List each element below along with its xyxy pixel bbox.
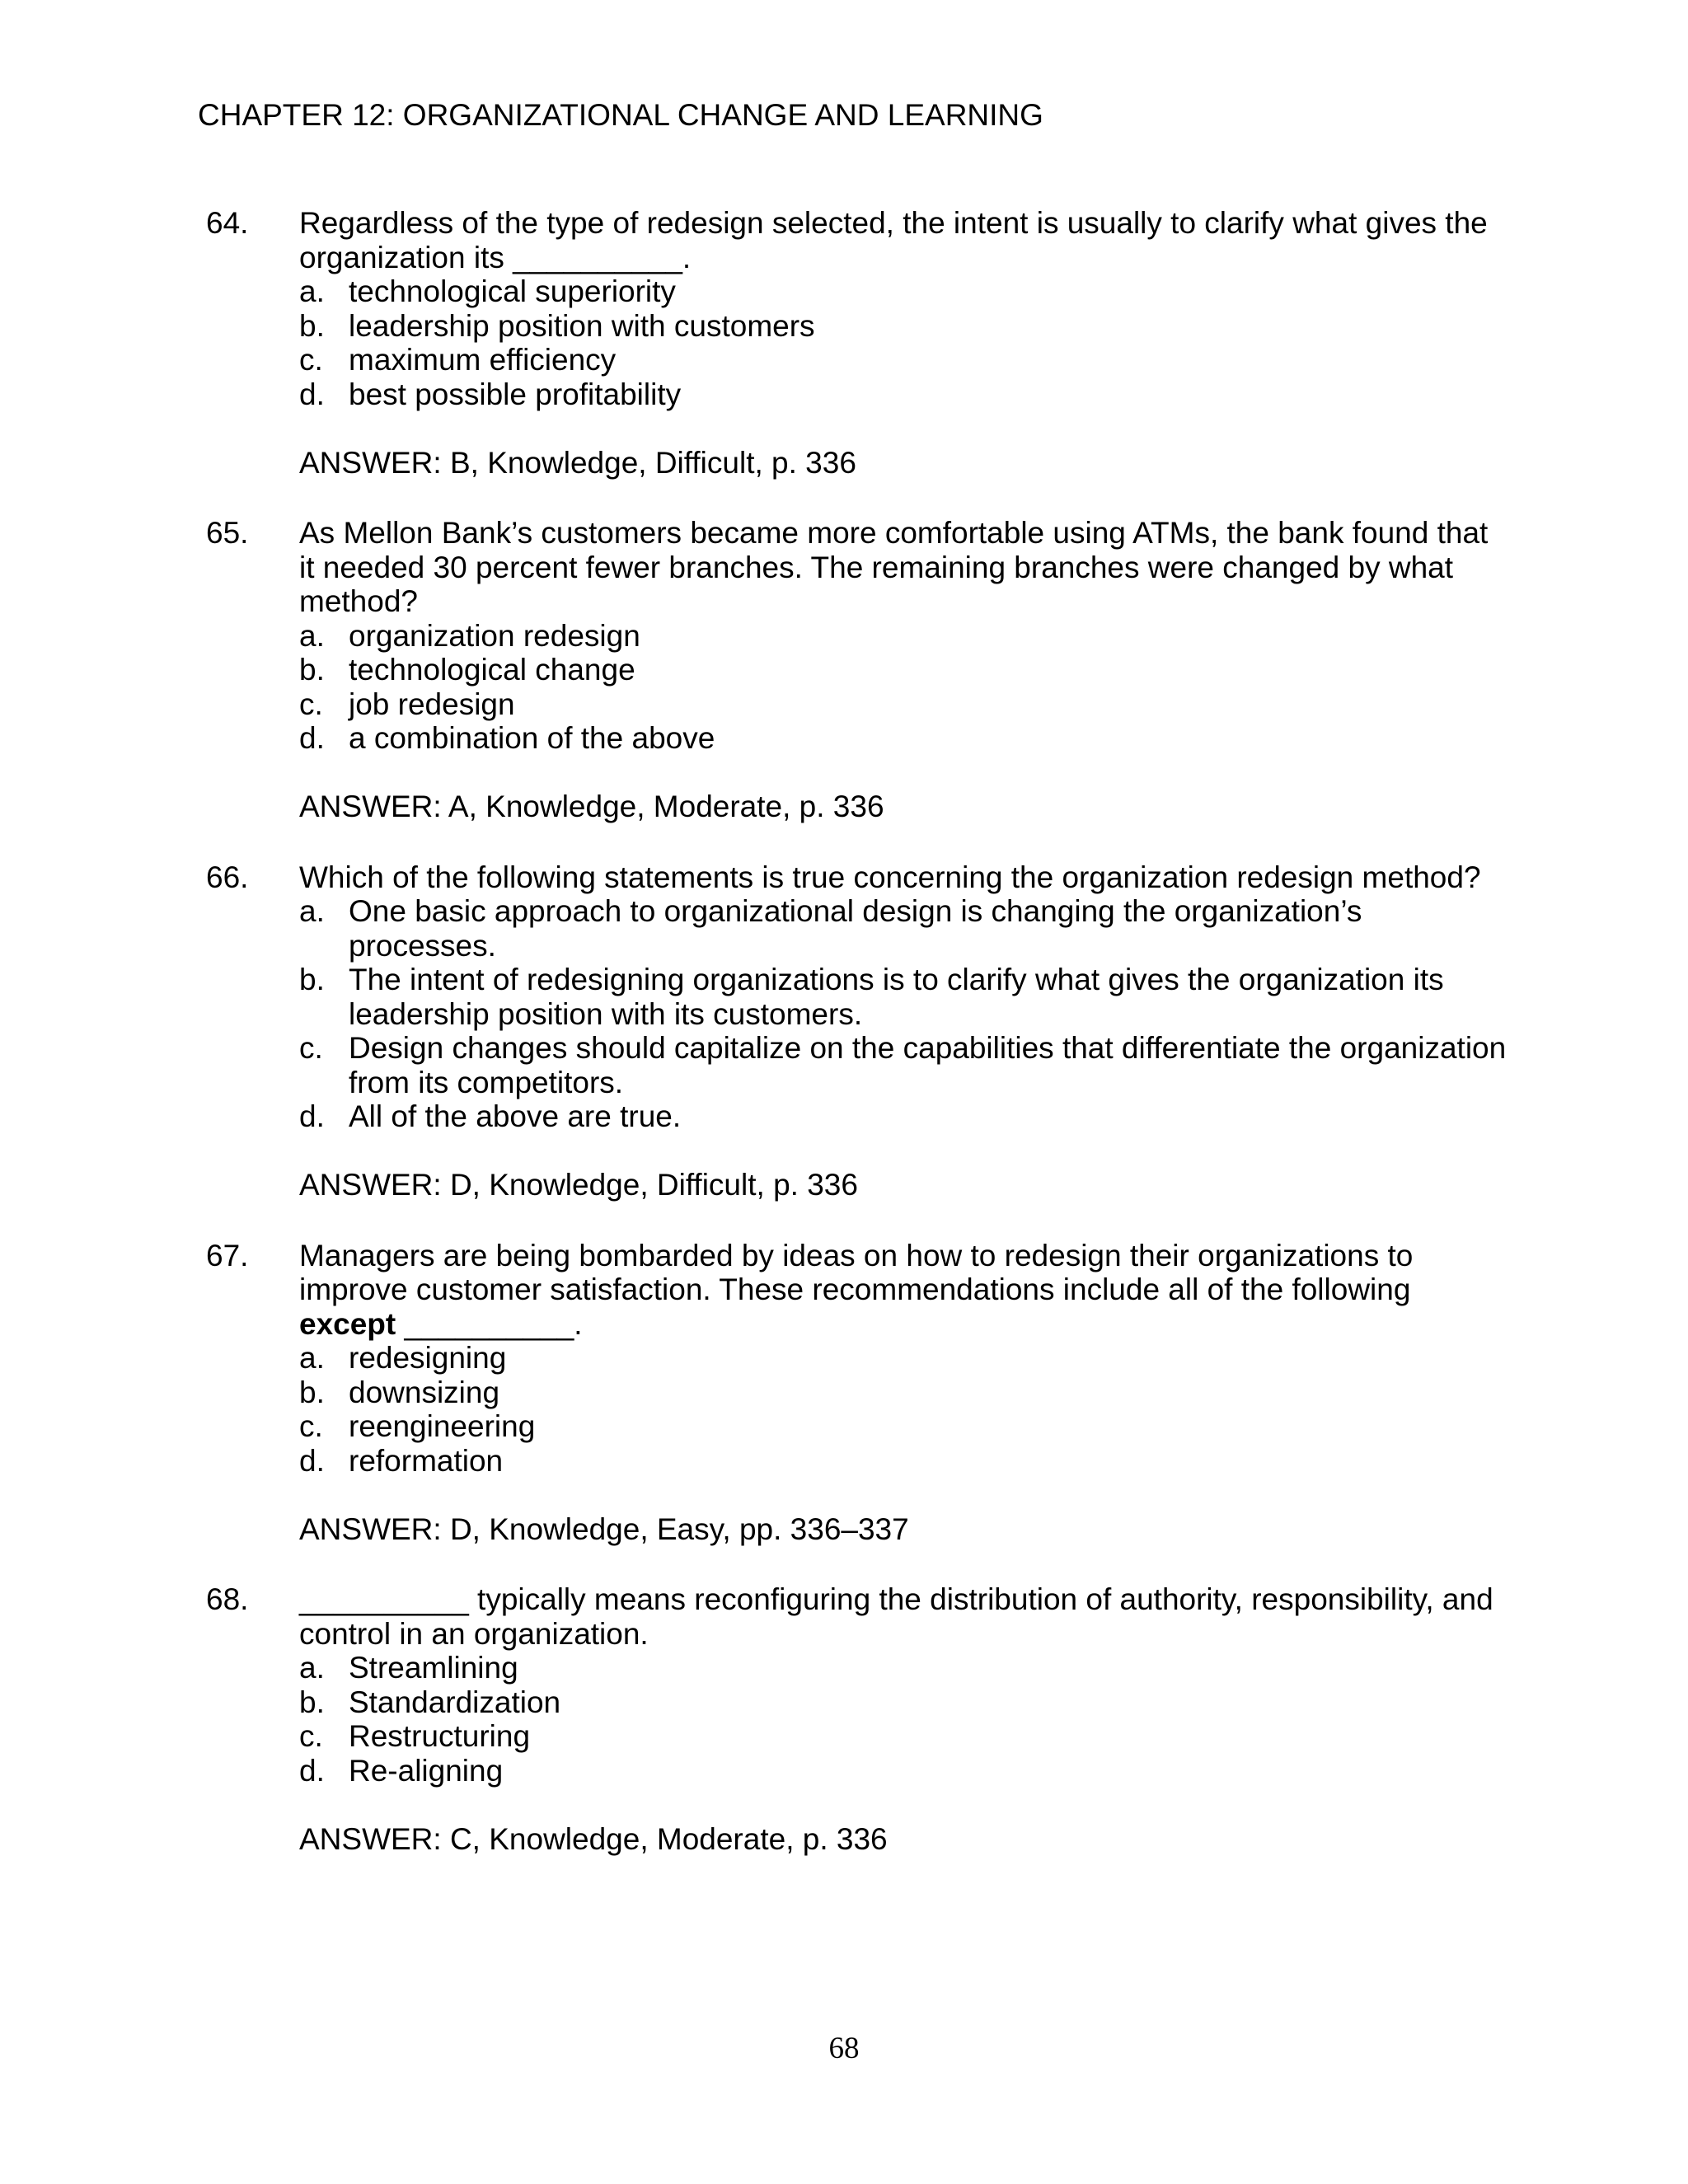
question-number: 66. <box>206 860 249 894</box>
option-text: best possible profitability <box>349 377 682 411</box>
option-text: maximum efficiency <box>349 343 617 377</box>
option-letter: d. <box>299 377 325 411</box>
question-stem <box>299 1582 1508 1651</box>
option-text: Re-aligning <box>349 1753 504 1788</box>
question-64 <box>206 206 1508 480</box>
option-text: Streamlining <box>349 1651 518 1685</box>
option-text: reformation <box>349 1443 504 1478</box>
option-a <box>299 274 1508 309</box>
question-stem <box>299 1239 1508 1342</box>
option-text: All of the above are true. <box>349 1099 682 1133</box>
answer-line: ANSWER: A, Knowledge, Moderate, p. 336 <box>299 790 884 823</box>
chapter-title: CHAPTER 12: ORGANIZATIONAL CHANGE AND LEARNING <box>198 98 1043 132</box>
option-text: technological change <box>349 653 635 687</box>
option-letter: c. <box>299 1719 323 1753</box>
question-number: 65. <box>206 516 249 550</box>
option-letter: a. <box>299 618 325 653</box>
stem-emphasis: except <box>299 1306 396 1341</box>
option-a <box>299 1651 1508 1685</box>
answer-line: ANSWER: D, Knowledge, Difficult, p. 336 <box>299 1168 858 1202</box>
page-number: 68 <box>828 2032 860 2065</box>
option-text: job redesign <box>349 687 515 721</box>
option-d <box>299 377 1508 412</box>
answer-line: ANSWER: B, Knowledge, Difficult, p. 336 <box>299 445 856 480</box>
stem-text: As Mellon Bank’s customers became more comfortable using ATMs, the bank found that it needed 30 percent fewer branches. The remaining branches were changed by what method? <box>299 516 1489 618</box>
option-text: leadership position with customers <box>349 308 815 343</box>
question-body <box>299 1582 1508 1856</box>
question-body <box>299 206 1508 480</box>
question-list <box>206 206 1508 1892</box>
question-stem <box>299 860 1508 895</box>
option-b <box>299 963 1508 1031</box>
question-body <box>299 860 1508 1202</box>
question-stem <box>299 516 1508 619</box>
question-body <box>299 516 1508 824</box>
option-text: Design changes should capitalize on the capabilities that differentiate the organization from its competitors. <box>349 1031 1507 1099</box>
option-letter: d. <box>299 1443 325 1478</box>
option-b <box>299 653 1508 687</box>
option-b <box>299 309 1508 344</box>
option-c <box>299 687 1508 722</box>
option-b <box>299 1685 1508 1720</box>
question-66 <box>206 860 1508 1202</box>
option-text: One basic approach to organizational design is changing the organization’s processes. <box>349 894 1362 963</box>
answer-line: ANSWER: D, Knowledge, Easy, pp. 336–337 <box>299 1511 909 1546</box>
stem-text: Regardless of the type of redesign selected, the intent is usually to clarify what gives the organization its __________. <box>299 206 1488 274</box>
option-letter: d. <box>299 1753 325 1788</box>
option-d <box>299 1444 1508 1479</box>
option-list <box>299 274 1508 411</box>
stem-text-end: __________. <box>396 1306 583 1341</box>
question-stem <box>299 206 1508 274</box>
option-text: a combination of the above <box>349 721 715 755</box>
option-d <box>299 1099 1508 1134</box>
question-number: 67. <box>206 1238 249 1272</box>
option-letter: a. <box>299 1341 325 1375</box>
option-c <box>299 1409 1508 1444</box>
stem-text: Which of the following statements is true concerning the organization redesign method? <box>299 860 1481 894</box>
option-d <box>299 721 1508 756</box>
option-text: redesigning <box>349 1341 507 1375</box>
option-letter: c. <box>299 1031 323 1065</box>
option-c <box>299 343 1508 377</box>
option-text: The intent of redesigning organizations is to clarify what gives the organization its leadership position with its customers. <box>349 963 1444 1031</box>
option-text: Standardization <box>349 1685 561 1719</box>
stem-text: Managers are being bombarded by ideas on how to redesign their organizations to improve customer satisfaction. These recommendations include all of the following <box>299 1238 1414 1306</box>
option-b <box>299 1376 1508 1410</box>
option-text: reengineering <box>349 1409 536 1443</box>
option-a <box>299 894 1508 963</box>
question-number: 64. <box>206 206 249 240</box>
option-letter: c. <box>299 1409 323 1443</box>
option-text: Restructuring <box>349 1719 531 1753</box>
option-letter: d. <box>299 721 325 755</box>
option-c <box>299 1719 1508 1754</box>
option-d <box>299 1754 1508 1788</box>
option-list <box>299 1341 1508 1478</box>
option-a <box>299 1341 1508 1376</box>
option-c <box>299 1031 1508 1099</box>
option-letter: a. <box>299 274 325 308</box>
option-text: downsizing <box>349 1375 500 1409</box>
option-a <box>299 619 1508 654</box>
option-letter: b. <box>299 653 325 687</box>
question-67 <box>206 1239 1508 1547</box>
option-letter: d. <box>299 1099 325 1133</box>
option-letter: b. <box>299 963 325 996</box>
option-text: organization redesign <box>349 618 640 653</box>
stem-text: __________ typically means reconfiguring the distribution of authority, responsibility, and control in an organization. <box>299 1582 1493 1651</box>
option-letter: b. <box>299 308 325 343</box>
option-letter: c. <box>299 343 323 377</box>
option-text: technological superiority <box>349 274 676 308</box>
option-letter: b. <box>299 1685 325 1719</box>
option-list <box>299 1651 1508 1788</box>
option-letter: c. <box>299 687 323 721</box>
option-letter: b. <box>299 1375 325 1409</box>
option-letter: a. <box>299 894 325 928</box>
question-body <box>299 1239 1508 1547</box>
option-list <box>299 894 1508 1134</box>
question-68 <box>206 1582 1508 1856</box>
option-list <box>299 619 1508 756</box>
question-65 <box>206 516 1508 824</box>
option-letter: a. <box>299 1651 325 1685</box>
answer-line: ANSWER: C, Knowledge, Moderate, p. 336 <box>299 1821 888 1856</box>
question-number: 68. <box>206 1582 249 1616</box>
